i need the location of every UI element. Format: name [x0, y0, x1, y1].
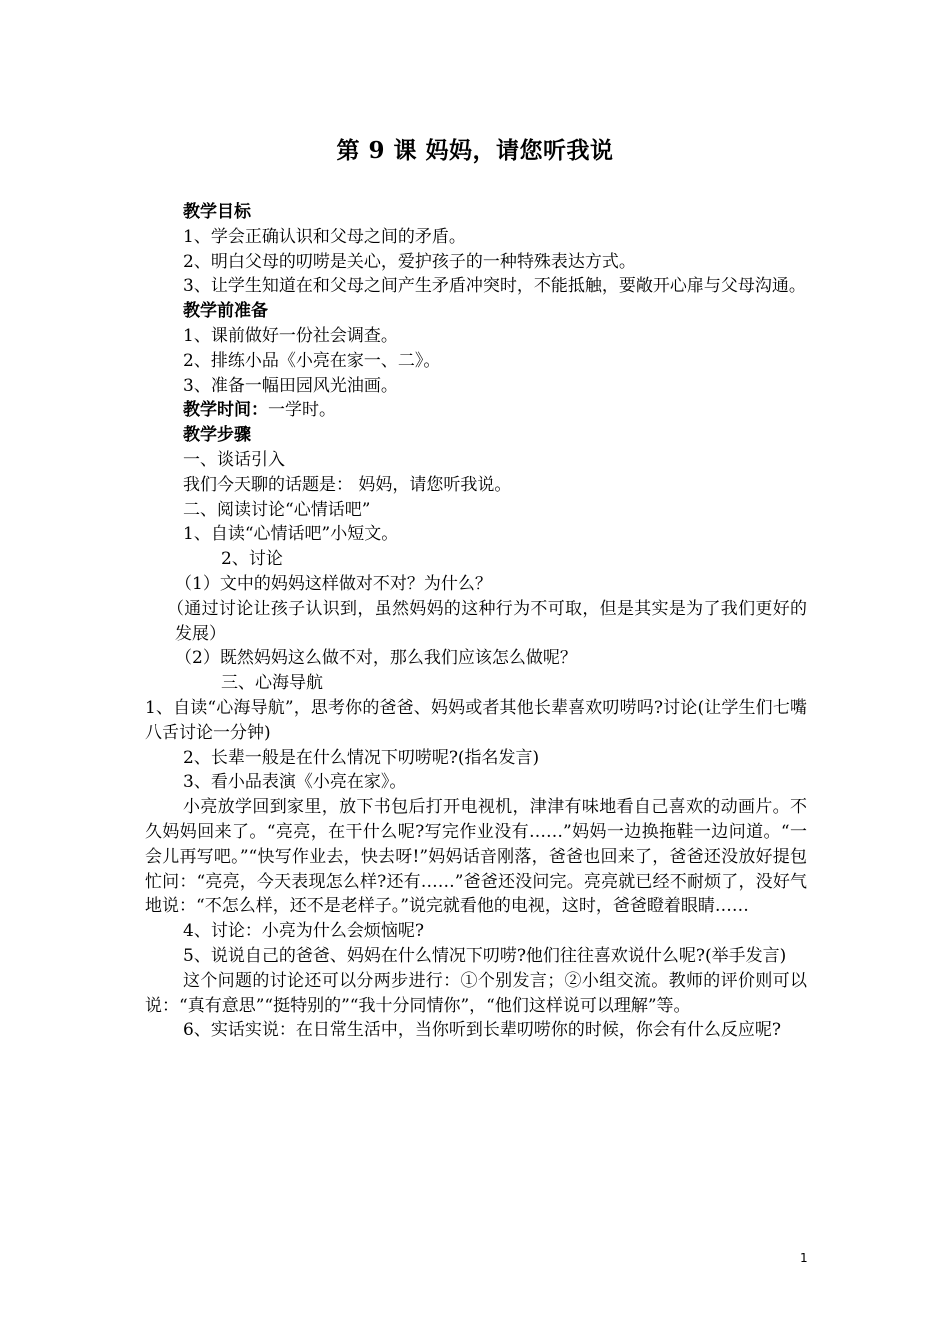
step-heading: 二、阅读讨论“心情话吧”	[183, 499, 371, 520]
step-heading: 一、谈话引入	[183, 449, 285, 470]
step-text: 2、讨论	[221, 549, 283, 570]
prep-item: 2、排练小品《小亮在家一、二》。	[183, 350, 441, 371]
discussion-paragraph: 这个问题的讨论还可以分两步进行：①个别发言；②小组交流。教师的评价则可以说：“真有意思”“挺特别的”“我十分同情你”，“他们这样说可以理解”等。	[145, 970, 807, 1016]
prep-item: 1、课前做好一份社会调查。	[183, 325, 398, 346]
question-note: （通过讨论让孩子认识到，虽然妈妈的这种行为不可取，但是其实是为了我们更好的发展）	[167, 598, 807, 644]
steps-heading: 教学步骤	[183, 425, 251, 446]
step-heading: 三、心海导航	[221, 673, 323, 694]
step-text: 4、讨论：小亮为什么会烦恼呢?	[183, 921, 424, 942]
page-title: 第 9 课 妈妈，请您听我说	[336, 137, 614, 164]
prep-heading: 教学前准备	[183, 301, 268, 322]
step-text: 1、自读“心情话吧”小短文。	[183, 524, 399, 545]
time-label: 教学时间：	[183, 400, 268, 421]
step-text: 我们今天聊的话题是： 妈妈，请您听我说。	[183, 474, 512, 495]
question-item: （2）既然妈妈这么做不对，那么我们应该怎么做呢？	[175, 648, 577, 669]
step-text: 5、说说自己的爸爸、妈妈在什么情况下叨唠?他们往往喜欢说什么呢?(举手发言)	[183, 945, 787, 966]
teaching-time	[145, 398, 807, 423]
step-text: 3、看小品表演《小亮在家》。	[183, 772, 407, 793]
step-text: 1、自读“心海导航”，思考你的爸爸、妈妈或者其他长辈喜欢叨唠吗?讨论(让学生们七嘴八舌讨论一分钟)	[145, 697, 807, 743]
step-text: 6、实话实说：在日常生活中，当你听到长辈叨唠你的时候，你会有什么反应呢?	[183, 1020, 781, 1041]
story-paragraph: 小亮放学回到家里，放下书包后打开电视机，津津有味地看自己喜欢的动画片。不久妈妈回来了。“亮亮，在干什么呢?写完作业没有……”妈妈一边换拖鞋一边问道。“一会儿再写吧。”“快写作业去，快去呀!”妈妈话音刚落，爸爸也回来了，爸爸还没放好提包忙问：“亮亮，今天表现怎么样?还有……”爸爸还没问完。亮亮就已经不耐烦了，没好气地说：“不怎么样，还不是老样子。”说完就看他的电视，这时，爸爸瞪着眼睛……	[145, 797, 807, 917]
prep-item: 3、准备一幅田园风光油画。	[183, 375, 398, 396]
goals-heading: 教学目标	[183, 202, 251, 222]
goal-item: 2、明白父母的叨唠是关心，爱护孩子的一种特殊表达方式。	[183, 251, 636, 272]
step-text: 2、长辈一般是在什么情况下叨唠呢?(指名发言)	[183, 747, 540, 768]
time-value: 一学时。	[268, 400, 336, 421]
goal-item: 3、让学生知道在和父母之间产生矛盾冲突时，不能抵触，要敞开心扉与父母沟通。	[183, 276, 806, 297]
page-number: 1	[800, 1251, 808, 1265]
question-item: （1）文中的妈妈这样做对不对？为什么？	[175, 573, 492, 594]
goal-item: 1、学会正确认识和父母之间的矛盾。	[183, 226, 466, 247]
document-body	[145, 200, 807, 1043]
